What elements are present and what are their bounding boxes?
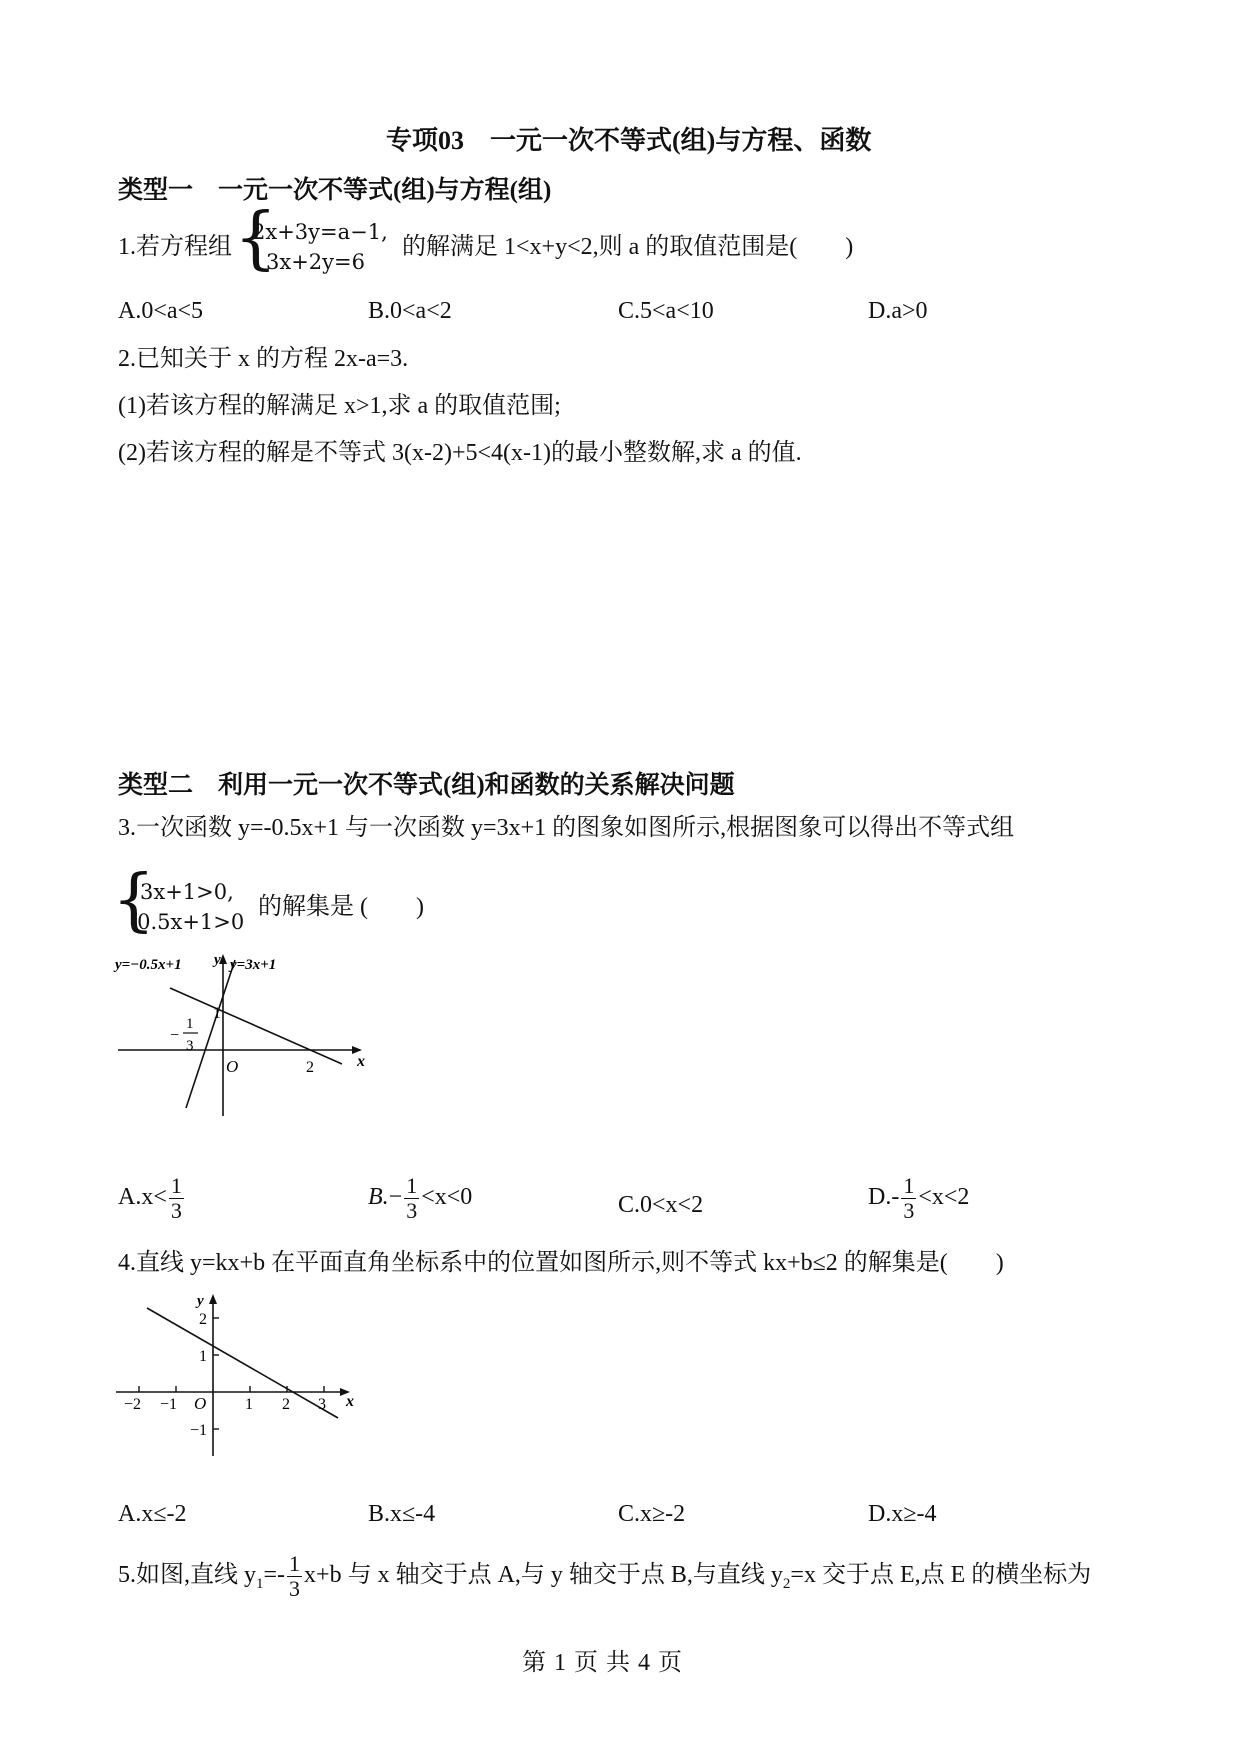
q3-option-b-sign: −: [388, 1184, 403, 1211]
q3-option-d-prefix: D.-: [868, 1184, 900, 1211]
q3-neg-intercept-den: 3: [186, 1038, 194, 1054]
q5-sub2: 2: [782, 1575, 791, 1592]
q2-stem: 2.已知关于 x 的方程 2x-a=3.: [118, 346, 409, 372]
q3-option-d-fraction: [901, 1174, 916, 1223]
q3-graph: [110, 948, 380, 1118]
q1-eq1: 2x+3y=a−1,: [252, 220, 388, 244]
q3-neg-intercept-sign: −: [170, 1027, 180, 1044]
q3-inequality-system: [130, 877, 244, 937]
q4-y-tick-label: 2: [199, 1311, 207, 1328]
frac-den: 3: [289, 1576, 301, 1601]
q1-eq2: 3x+2y=6: [266, 250, 365, 274]
q4-y-axis-label: y: [197, 1293, 204, 1309]
section-heading-type1: 类型一 一元一次不等式(组)与方程(组): [118, 177, 552, 204]
q4-y-tick-label: −1: [190, 1422, 208, 1439]
q1-suffix: 的解满足 1<x+y<2,则 a 的取值范围是( ): [402, 234, 854, 260]
q5-mid: x+b 与 x 轴交于点 A,与 y 轴交于点 B,与直线 y: [304, 1562, 783, 1589]
q3-neg-intercept-num: 1: [186, 1016, 194, 1032]
q2-part1: (1)若该方程的解满足 x>1,求 a 的取值范围;: [118, 393, 561, 419]
q3-eq1: 3x+1>0,: [140, 880, 234, 904]
q5-eq: =-: [263, 1562, 286, 1589]
q1-prefix: 1.若方程组: [118, 234, 232, 260]
page-footer: 第 1 页 共 4 页: [522, 1650, 683, 1676]
q5-fraction: [287, 1552, 302, 1601]
section-heading-type2: 类型二 利用一元一次不等式(组)和函数的关系解决问题: [118, 772, 735, 799]
q3-option-a-prefix: A.x<: [118, 1184, 167, 1211]
frac-den: 3: [903, 1198, 915, 1223]
q3-y-axis-label: y: [214, 952, 221, 968]
q4-graph: [110, 1288, 370, 1458]
q4-x-tick-label: 1: [245, 1396, 253, 1413]
q3-eq2: -0.5x+1>0: [130, 910, 245, 934]
q5-text: [118, 1552, 1091, 1601]
q1-option-b: B.0<a<2: [368, 298, 452, 324]
q4-option-c: C.x≥-2: [618, 1501, 686, 1527]
page-title: 专项03 一元一次不等式(组)与方程、函数: [386, 126, 872, 155]
q4-option-a: A.x≤-2: [118, 1501, 187, 1527]
q1-option-c: C.5<a<10: [618, 298, 714, 324]
q3-option-a: [118, 1174, 186, 1223]
frac-num: 1: [406, 1173, 418, 1198]
q4-option-d: D.x≥-4: [868, 1501, 937, 1527]
q3-y-intercept-label: 1: [213, 1005, 221, 1022]
q4-stem: 4.直线 y=kx+b 在平面直角坐标系中的位置如图所示,则不等式 kx+b≤2 的解集是( ): [118, 1250, 1004, 1276]
q3-option-d-suffix: <x<2: [918, 1184, 970, 1211]
q3-origin-label: O: [226, 1057, 239, 1076]
frac-num: 1: [170, 1173, 182, 1198]
q3-option-c: C.0<x<2: [618, 1192, 704, 1218]
q4-origin-label: O: [194, 1394, 207, 1413]
q3-option-b: [368, 1174, 472, 1223]
q3-option-d: [868, 1174, 969, 1223]
q1-option-a: A.0<a<5: [118, 298, 204, 324]
q4-x-tick-label: −2: [124, 1396, 142, 1413]
q3-option-b-fraction: [404, 1174, 419, 1223]
q3-line-neg-half: [170, 988, 342, 1064]
q3-option-a-fraction: [169, 1174, 184, 1223]
q4-x-axis-label: x: [346, 1393, 354, 1410]
q3-option-b-suffix: <x<0: [421, 1184, 473, 1211]
frac-den: 3: [406, 1198, 418, 1223]
q2-part2: (2)若该方程的解是不等式 3(x-2)+5<4(x-1)的最小整数解,求 a 的值.: [118, 440, 802, 466]
q5-sub1: 1: [256, 1575, 264, 1592]
q1-equation-system: [252, 217, 388, 277]
q5-prefix: 5.如图,直线 y: [118, 1562, 256, 1589]
q5-suffix: =x 交于点 E,点 E 的横坐标为: [790, 1562, 1092, 1589]
q3-line-3x: [186, 960, 235, 1108]
frac-num: 1: [289, 1551, 301, 1576]
q3-x-intercept-label: 2: [306, 1059, 314, 1076]
q4-y-arrow-icon: [209, 1294, 217, 1304]
frac-den: 3: [170, 1198, 182, 1223]
q3-line1-label: y=−0.5x+1: [115, 957, 182, 973]
q3-x-axis-label: x: [357, 1053, 365, 1070]
q3-line2-label: y=3x+1: [230, 957, 277, 973]
q4-x-tick-label: 3: [318, 1396, 326, 1413]
q1-brace: {: [234, 199, 278, 278]
q4-x-tick-label: −1: [160, 1396, 178, 1413]
q4-y-tick-label: 1: [199, 1348, 207, 1365]
q3-suffix: 的解集是 ( ): [258, 894, 424, 920]
q1-option-d: D.a>0: [868, 298, 928, 324]
q3-brace: {: [112, 861, 156, 940]
frac-num: 1: [903, 1173, 915, 1198]
q3-option-b-prefix: B.: [368, 1184, 389, 1211]
q4-x-tick-label: 2: [282, 1396, 290, 1413]
q4-option-b: B.x≤-4: [368, 1501, 436, 1527]
q3-stem: 3.一次函数 y=-0.5x+1 与一次函数 y=3x+1 的图象如图所示,根据图象可以得出不等式组: [118, 815, 1015, 841]
